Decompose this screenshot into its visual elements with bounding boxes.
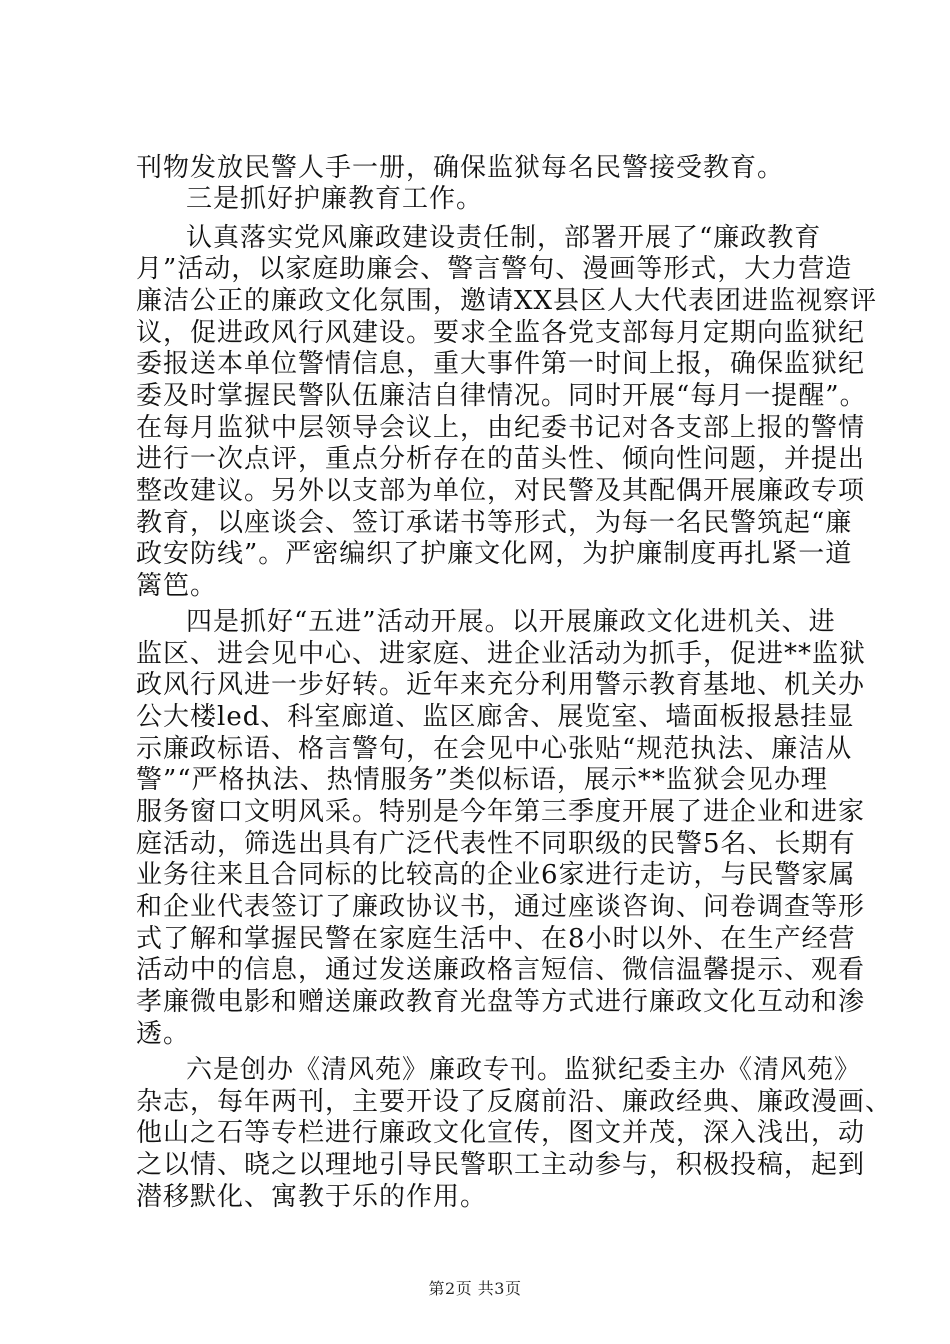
text-line: 透。 <box>136 1019 191 1049</box>
text-line: 认真落实党风廉政建设责任制，部署开展了“廉政教育 <box>186 223 822 253</box>
text-line: 式了解和掌握民警在家庭生活中、在8小时以外、在生产经营 <box>136 924 856 954</box>
text-line: 孝廉微电影和赠送廉政教育光盘等方式进行廉政文化互动和渗 <box>136 987 866 1017</box>
text-line: 潜移默化、寓教于乐的作用。 <box>136 1182 488 1212</box>
text-line: 政风行风进一步好转。近年来充分利用警示教育基地、机关办 <box>136 670 866 700</box>
text-line: 业务往来且合同标的比较高的企业6家进行走访，与民警家属 <box>136 860 856 890</box>
text-line: 服务窗口文明风采。特别是今年第三季度开展了进企业和进家 <box>136 797 866 827</box>
text-line: 整改建议。另外以支部为单位，对民警及其配偶开展廉政专项 <box>136 476 866 506</box>
text-line: 三是抓好护廉教育工作。 <box>186 184 484 214</box>
page-number-footer: 第2页 共3页 <box>428 1279 522 1298</box>
text-line: 监区、进会见中心、进家庭、进企业活动为抓手，促进**监狱 <box>136 639 867 669</box>
text-line: 委报送本单位警情信息，重大事件第一时间上报，确保监狱纪 <box>136 349 866 379</box>
text-line: 政安防线”。严密编织了护廉文化网，为护廉制度再扎紧一道 <box>136 539 853 569</box>
text-line: 之以情、晓之以理地引导民警职工主动参与，积极投稿，起到 <box>136 1150 866 1180</box>
text-line: 活动中的信息，通过发送廉政格言短信、微信温馨提示、观看 <box>136 955 866 985</box>
text-line: 六是创办《清风苑》廉政专刊。监狱纪委主办《清风苑》 <box>186 1055 862 1085</box>
text-line: 议，促进政风行风建设。要求全监各党支部每月定期向监狱纪 <box>136 318 866 348</box>
text-line: 廉洁公正的廉政文化氛围，邀请XX县区人大代表团进监视察评 <box>136 286 878 316</box>
text-line: 示廉政标语、格言警句，在会见中心张贴“规范执法、廉洁从 <box>136 734 853 764</box>
text-line: 委及时掌握民警队伍廉洁自律情况。同时开展“每月一提醒”。 <box>136 381 867 411</box>
text-line: 公大楼led、科室廊道、监区廊舍、展览室、墙面板报悬挂显 <box>136 702 855 732</box>
text-line: 篱笆。 <box>136 571 218 601</box>
text-line: 警”“严格执法、热情服务”类似标语，展示**监狱会见办理 <box>136 765 828 795</box>
text-line: 他山之石等专栏进行廉政文化宣传，图文并茂，深入浅出，动 <box>136 1118 866 1148</box>
text-line: 刊物发放民警人手一册，确保监狱每名民警接受教育。 <box>136 153 785 183</box>
text-line: 进行一次点评，重点分析存在的苗头性、倾向性问题，并提出 <box>136 444 866 474</box>
text-line: 四是抓好“五进”活动开展。以开展廉政文化进机关、进 <box>186 607 836 637</box>
text-line: 和企业代表签订了廉政协议书，通过座谈咨询、问卷调查等形 <box>136 892 866 922</box>
text-line: 庭活动，筛选出具有广泛代表性不同职级的民警5名、长期有 <box>136 829 856 859</box>
text-line: 在每月监狱中层领导会议上，由纪委书记对各支部上报的警情 <box>136 413 866 443</box>
text-line: 杂志，每年两刊，主要开设了反腐前沿、廉政经典、廉政漫画、 <box>136 1087 893 1117</box>
text-line: 教育，以座谈会、签订承诺书等形式，为每一名民警筑起“廉 <box>136 508 853 538</box>
text-line: 月”活动，以家庭助廉会、警言警句、漫画等形式，大力营造 <box>136 254 853 284</box>
